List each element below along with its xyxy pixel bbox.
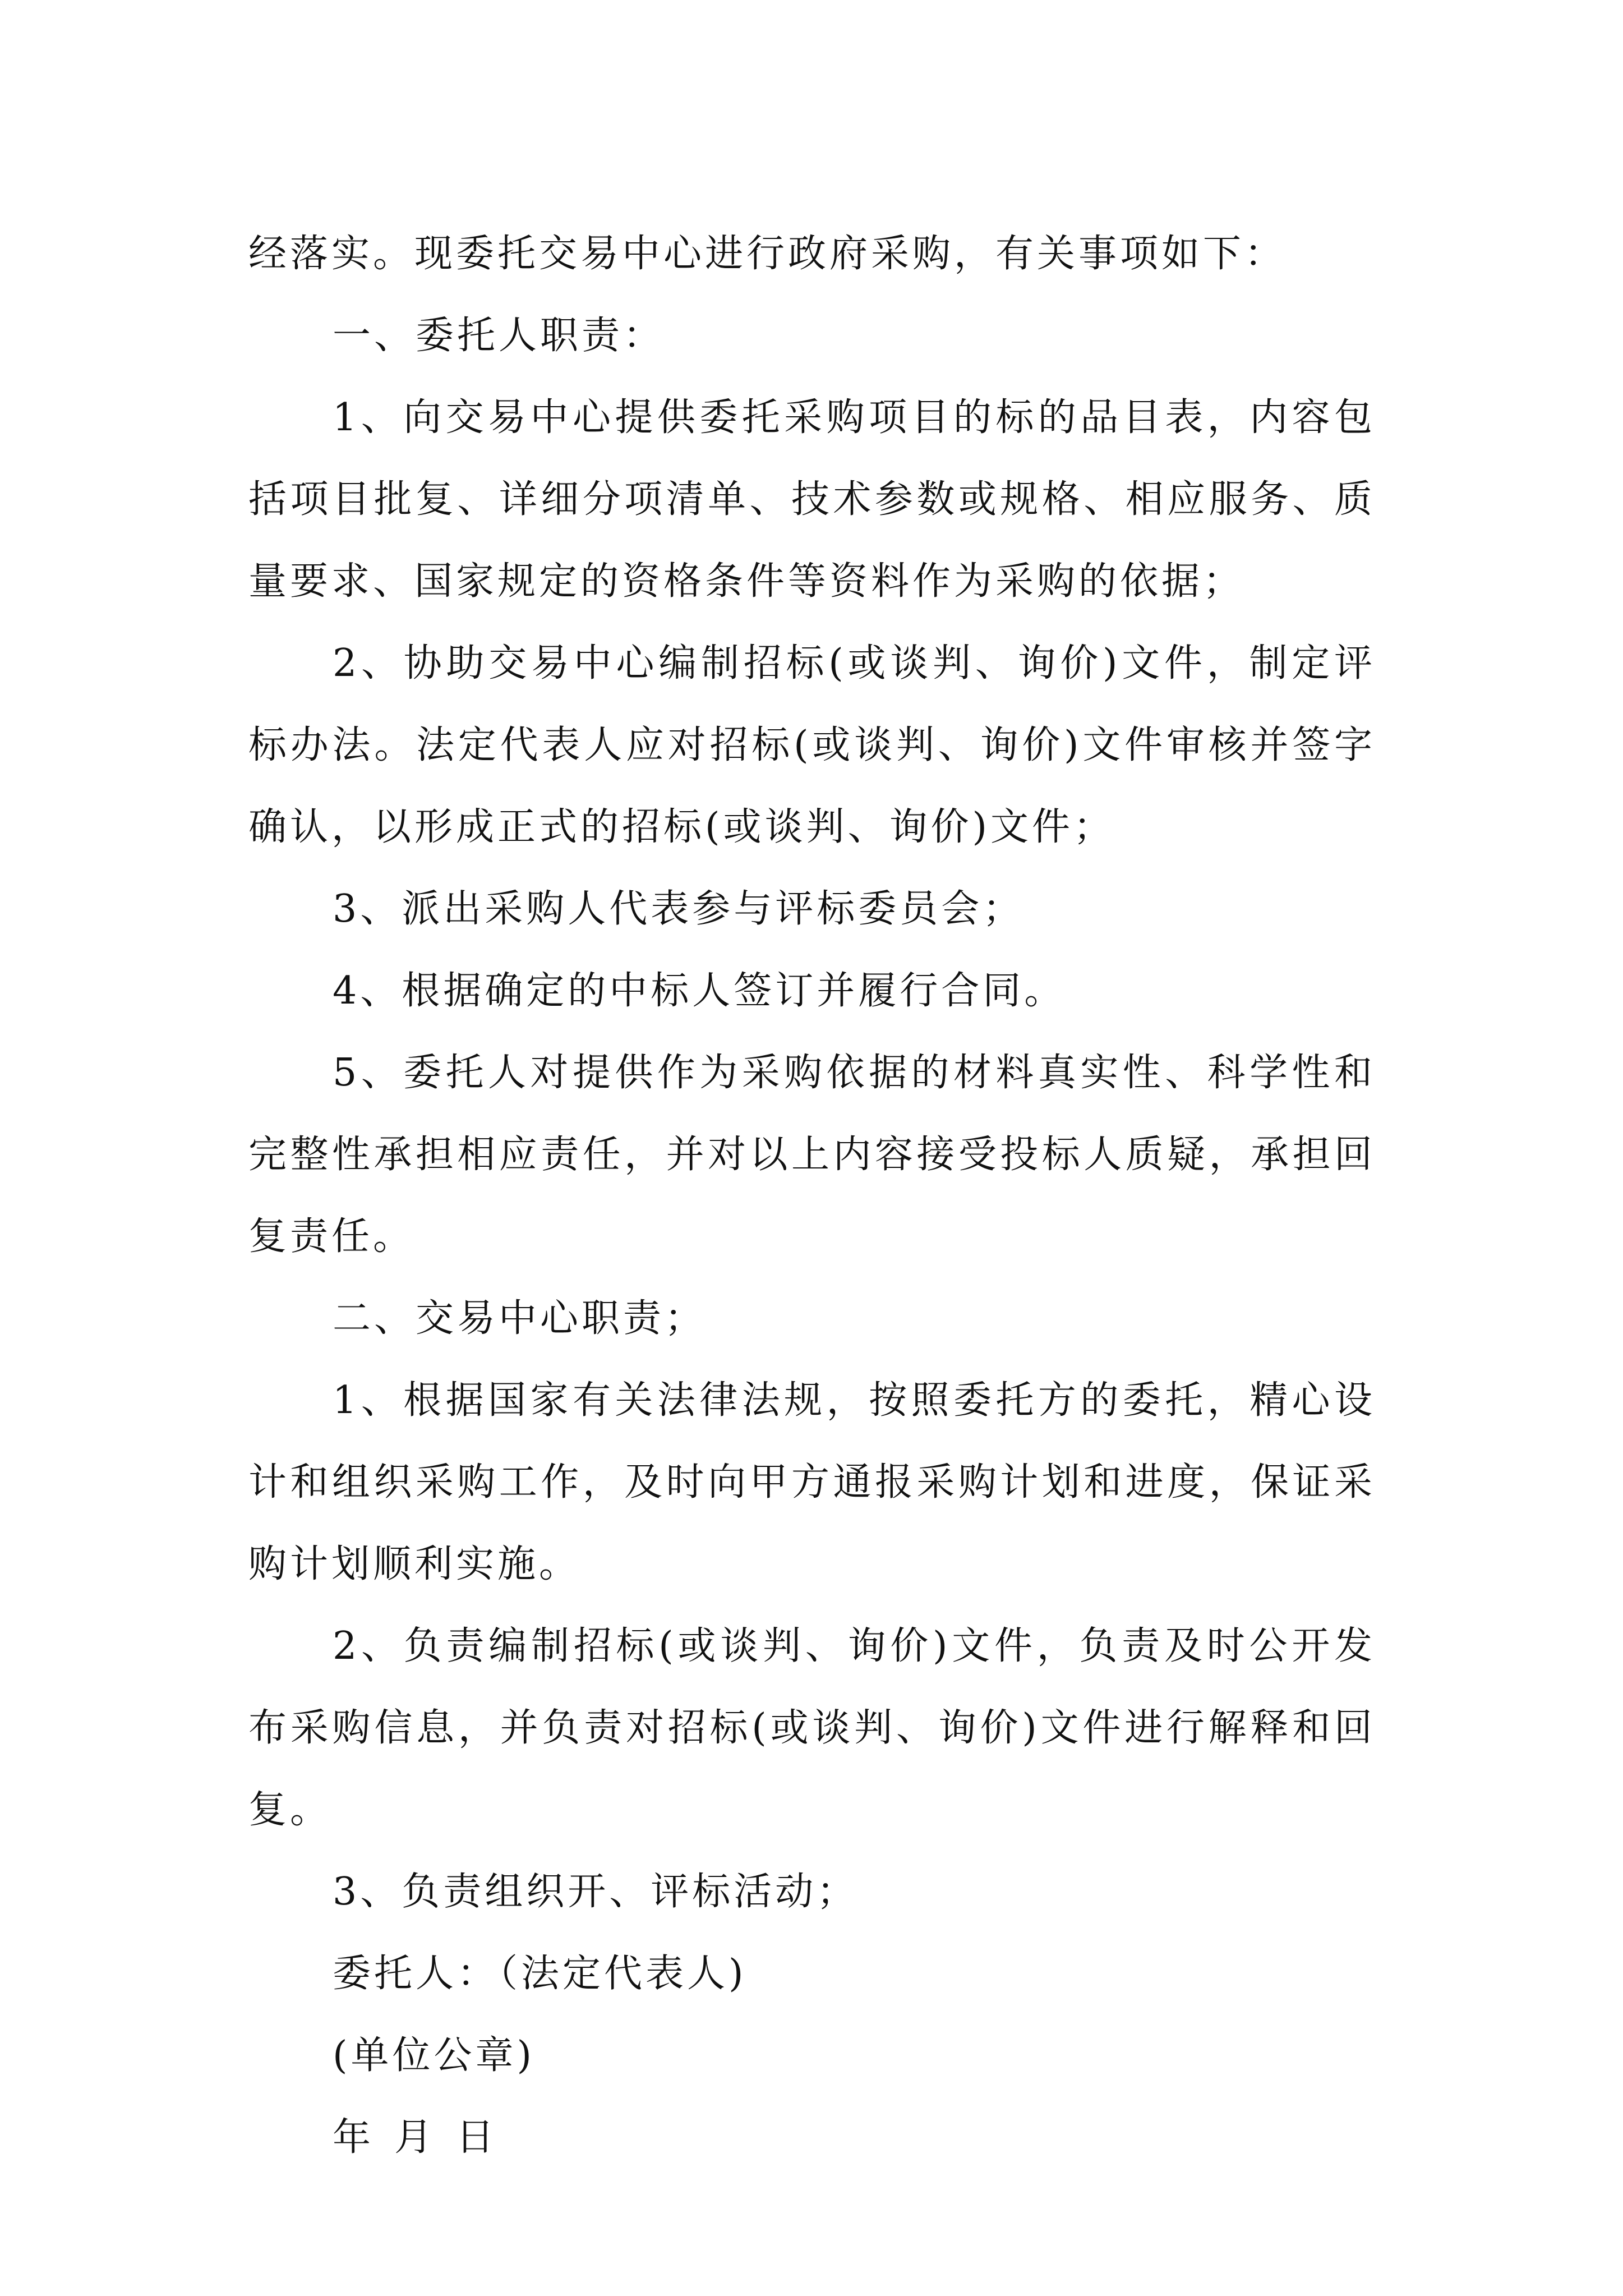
paragraph: 3、负责组织开、评标活动； xyxy=(333,1870,859,1914)
signature-seal: (单位公章) xyxy=(333,2033,536,2078)
paragraph: 1、根据国家有关法律法规，按照委托方的委托，精心设计和组织采购工作，及时向甲方通报采购计划和进度，保证采购计划顺利实施。 xyxy=(248,1378,1376,1586)
paragraph: 5、委托人对提供作为采购依据的材料真实性、科学性和完整性承担相应责任，并对以上内容接受投标人质疑，承担回复责任。 xyxy=(248,1051,1376,1259)
paragraph: 2、负责编制招标(或谈判、询价)文件，负责及时公开发布采购信息，并负责对招标(或谈判、询价)文件进行解释和回复。 xyxy=(248,1624,1376,1832)
signature-date xyxy=(248,2097,1376,2179)
signature-principal: 委托人：（法定代表人) xyxy=(333,1952,747,1996)
date-day: 日 xyxy=(456,2115,498,2160)
date-month: 月 xyxy=(394,2115,436,2160)
paragraph: 3、派出采购人代表参与评标委员会； xyxy=(333,887,1025,931)
paragraph: 2、协助交易中心编制招标(或谈判、询价)文件，制定评标办法。法定代表人应对招标(或谈判、询价)文件审核并签字确认，以形成正式的招标(或谈判、询价)文件； xyxy=(248,641,1376,849)
paragraph: 1、向交易中心提供委托采购项目的标的品目表，内容包括项目批复、详细分项清单、技术参数或规格、相应服务、质量要求、国家规定的资格条件等资料作为采购的依据； xyxy=(248,395,1376,604)
date-year: 年 xyxy=(333,2115,375,2160)
paragraph: 经落实。现委托交易中心进行政府采购，有关事项如下： xyxy=(248,232,1287,276)
paragraph: 4、根据确定的中标人签订并履行合同。 xyxy=(333,969,1066,1013)
section-heading-principal-duties: 一、委托人职责： xyxy=(333,314,665,358)
section-heading-center-duties: 二、交易中心职责； xyxy=(333,1296,707,1341)
document-body xyxy=(248,213,1376,2179)
